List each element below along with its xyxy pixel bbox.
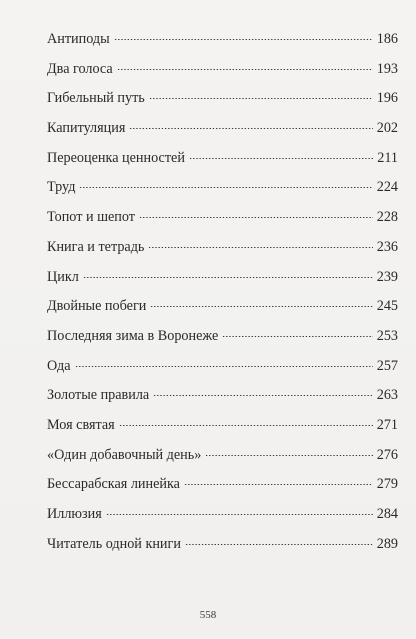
dot-leader — [79, 187, 372, 188]
toc-entry-title: Цикл — [47, 268, 79, 285]
toc-entry-title: Труд — [47, 179, 76, 196]
toc-entry-page-number: 271 — [376, 416, 398, 433]
toc-entry-page-number: 253 — [376, 327, 398, 344]
table-of-contents — [47, 29, 398, 563]
toc-entry-page-number: 257 — [376, 357, 398, 374]
toc-entry-page-number: 224 — [376, 179, 398, 196]
toc-entry — [47, 415, 398, 445]
toc-entry — [47, 59, 398, 89]
toc-entry — [47, 177, 398, 207]
dot-leader — [129, 128, 372, 129]
toc-entry — [47, 474, 398, 504]
toc-entry-page-number: 239 — [376, 268, 398, 285]
toc-entry — [47, 534, 398, 564]
dot-leader — [185, 544, 373, 545]
dot-leader — [205, 455, 372, 456]
toc-entry — [47, 148, 398, 178]
dot-leader — [75, 366, 373, 367]
toc-entry-page-number: 245 — [376, 298, 398, 315]
dot-leader — [184, 484, 373, 485]
toc-entry-title: Золотые правила — [47, 387, 150, 404]
toc-entry-title: Книга и тетрадь — [47, 238, 145, 255]
toc-entry — [47, 267, 398, 297]
toc-entry — [47, 445, 398, 475]
toc-entry-title: Гибельный путь — [47, 90, 145, 107]
dot-leader — [222, 336, 372, 337]
toc-entry-title: Топот и шепот — [47, 209, 135, 226]
toc-entry-title: «Один добавочный день» — [47, 446, 202, 463]
toc-entry-page-number: 196 — [376, 90, 398, 107]
toc-entry-title: Два голоса — [47, 60, 113, 77]
dot-leader — [119, 425, 373, 426]
toc-entry-page-number: 236 — [376, 238, 398, 255]
toc-entry-page-number: 284 — [376, 506, 398, 522]
toc-entry-title: Иллюзия — [47, 506, 102, 522]
toc-entry — [47, 504, 398, 534]
dot-leader — [148, 247, 372, 248]
toc-entry-page-number: 228 — [376, 209, 398, 226]
toc-entry — [47, 385, 398, 415]
dot-leader — [139, 217, 373, 218]
toc-entry-title: Моя святая — [47, 416, 115, 433]
page-number: 558 — [199, 609, 217, 621]
toc-entry-title: Ода — [47, 357, 71, 374]
toc-entry-title: Последняя зима в Воронеже — [47, 327, 219, 344]
toc-entry-title: Двойные побеги — [47, 298, 147, 315]
toc-entry — [47, 88, 398, 118]
toc-entry-title: Бессарабская линейка — [47, 476, 180, 493]
toc-entry-page-number: 289 — [376, 535, 398, 552]
toc-entry-title: Переоценка ценностей — [47, 149, 185, 166]
toc-entry-page-number: 186 — [376, 31, 398, 47]
toc-entry-page-number: 193 — [376, 60, 398, 77]
dot-leader — [189, 158, 373, 159]
dot-leader — [114, 39, 373, 40]
toc-entry-page-number: 202 — [376, 120, 398, 137]
toc-entry — [47, 237, 398, 267]
dot-leader — [83, 277, 373, 278]
dot-leader — [117, 69, 373, 70]
toc-entry — [47, 29, 398, 59]
toc-entry-title: Антиподы — [47, 31, 110, 47]
dot-leader — [106, 514, 373, 515]
toc-entry-page-number: 276 — [376, 446, 398, 463]
toc-entry — [47, 118, 398, 148]
toc-entry — [47, 207, 398, 237]
toc-entry-title: Капитуляция — [47, 120, 126, 137]
dot-leader — [149, 98, 373, 99]
dot-leader — [150, 306, 372, 307]
toc-entry — [47, 356, 398, 386]
toc-entry-title: Читатель одной книги — [47, 535, 181, 552]
toc-entry-page-number: 279 — [376, 476, 398, 493]
toc-entry — [47, 326, 398, 356]
dot-leader — [153, 395, 372, 396]
toc-entry-page-number: 211 — [377, 149, 398, 166]
toc-entry — [47, 296, 398, 326]
toc-entry-page-number: 263 — [376, 387, 398, 404]
